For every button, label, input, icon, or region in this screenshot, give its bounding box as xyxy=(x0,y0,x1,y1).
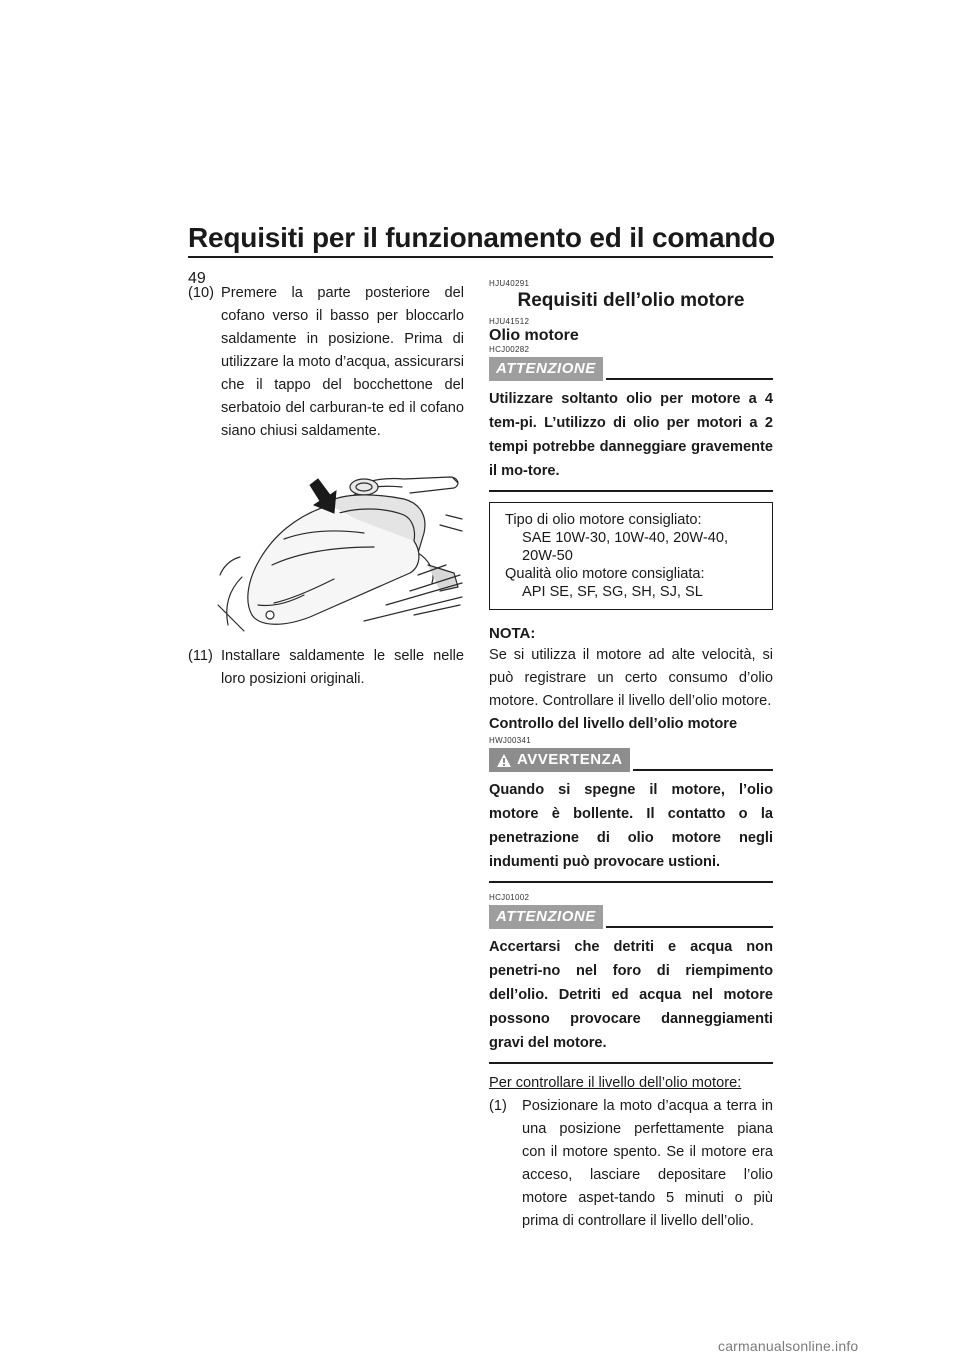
attention-rule-2 xyxy=(606,926,773,928)
step-text: Installare saldamente le selle nelle loro posizioni originali. xyxy=(221,648,464,687)
attention-header xyxy=(489,355,773,381)
press-arrow-icon xyxy=(308,477,336,513)
page-title: Requisiti per il funzionamento ed il comando xyxy=(188,222,776,253)
section-code: HJU40291 xyxy=(489,279,530,288)
spec-line: SAE 10W-30, 10W-40, 20W-40, xyxy=(522,530,729,546)
warning-text: Quando si spegne il motore, l’olio motore è bollente. Il contatto o la penetrazione di olio motore negli indumenti può provocare ustioni. xyxy=(489,782,773,870)
right-column xyxy=(489,279,773,1233)
attention-label: ATTENZIONE xyxy=(489,357,603,381)
attention-end-rule-2 xyxy=(489,1062,773,1064)
attention-text: Utilizzare soltanto olio per motore a 4 tem-pi. L’utilizzo di olio per motori a 2 tempi potrebbe danneggiare gravemente il mo-tore. xyxy=(489,391,773,479)
page-number: 49 xyxy=(188,270,206,287)
attention-code: HCJ00282 xyxy=(489,345,530,354)
procedure-title: Per controllare il livello dell’olio motore: xyxy=(489,1075,742,1091)
step-number: (10) xyxy=(188,285,214,301)
spec-line: 20W-50 xyxy=(522,548,573,564)
warning-end-rule xyxy=(489,881,773,883)
section-title: Requisiti dell’olio motore xyxy=(517,290,745,311)
header-rule xyxy=(188,256,773,258)
warning-rule xyxy=(633,769,773,771)
attention-rule xyxy=(606,378,773,380)
warning-code: HWJ00341 xyxy=(489,736,531,745)
step-11 xyxy=(188,645,464,691)
oil-spec-box xyxy=(489,502,773,610)
attention-code-2: HCJ01002 xyxy=(489,893,530,902)
warning-label-box xyxy=(489,748,630,772)
step-text: Premere la parte posteriore del cofano verso il basso per bloccarlo saldamente in posizione. Prima di utilizzare la moto d’acqua, assicurarsi che il tappo del bocchettone del serbatoio del carburan-te ed il cofano siano chiusi saldamente. xyxy=(221,285,464,439)
warning-triangle-icon xyxy=(496,753,512,768)
spec-line: API SE, SF, SG, SH, SJ, SL xyxy=(522,584,703,600)
step-1 xyxy=(489,1095,773,1233)
check-title: Controllo del livello dell’olio motore xyxy=(489,716,738,732)
watermark: carmanualsonline.info xyxy=(718,1338,859,1354)
warning-header xyxy=(489,746,773,772)
attention-label-2: ATTENZIONE xyxy=(489,905,603,929)
attention-end-rule xyxy=(489,490,773,492)
warning-label: AVVERTENZA xyxy=(517,751,623,768)
attention-header-2 xyxy=(489,903,773,929)
watercraft-hood-illustration xyxy=(214,455,464,633)
spec-line: Qualità olio motore consigliata: xyxy=(505,566,705,582)
attention-text-2: Accertarsi che detriti e acqua non penetri-no nel foro di riempimento dell’olio. Detriti ed acqua nel motore possono provocare danneggiamenti gravi del motore. xyxy=(489,939,773,1051)
spec-line: Tipo di olio motore consigliato: xyxy=(505,512,702,528)
step-number: (1) xyxy=(489,1098,507,1114)
left-column xyxy=(188,282,464,691)
note-title: NOTA: xyxy=(489,625,536,642)
step-text: Posizionare la moto d’acqua a terra in una posizione perfettamente piana con il motore spento. Se il motore era acceso, lasciare depositare l’olio motore aspet-tando 5 minuti o più prima di controllare il livello dell’olio. xyxy=(522,1098,773,1229)
step-number: (11) xyxy=(188,648,213,664)
step-10 xyxy=(188,282,464,443)
note-text: Se si utilizza il motore ad alte velocità, si può registrare un certo consumo d’olio motore. Controllare il livello dell’olio motore. xyxy=(489,647,773,709)
subsection-title: Olio motore xyxy=(489,327,579,344)
subsection-code: HJU41512 xyxy=(489,317,530,326)
